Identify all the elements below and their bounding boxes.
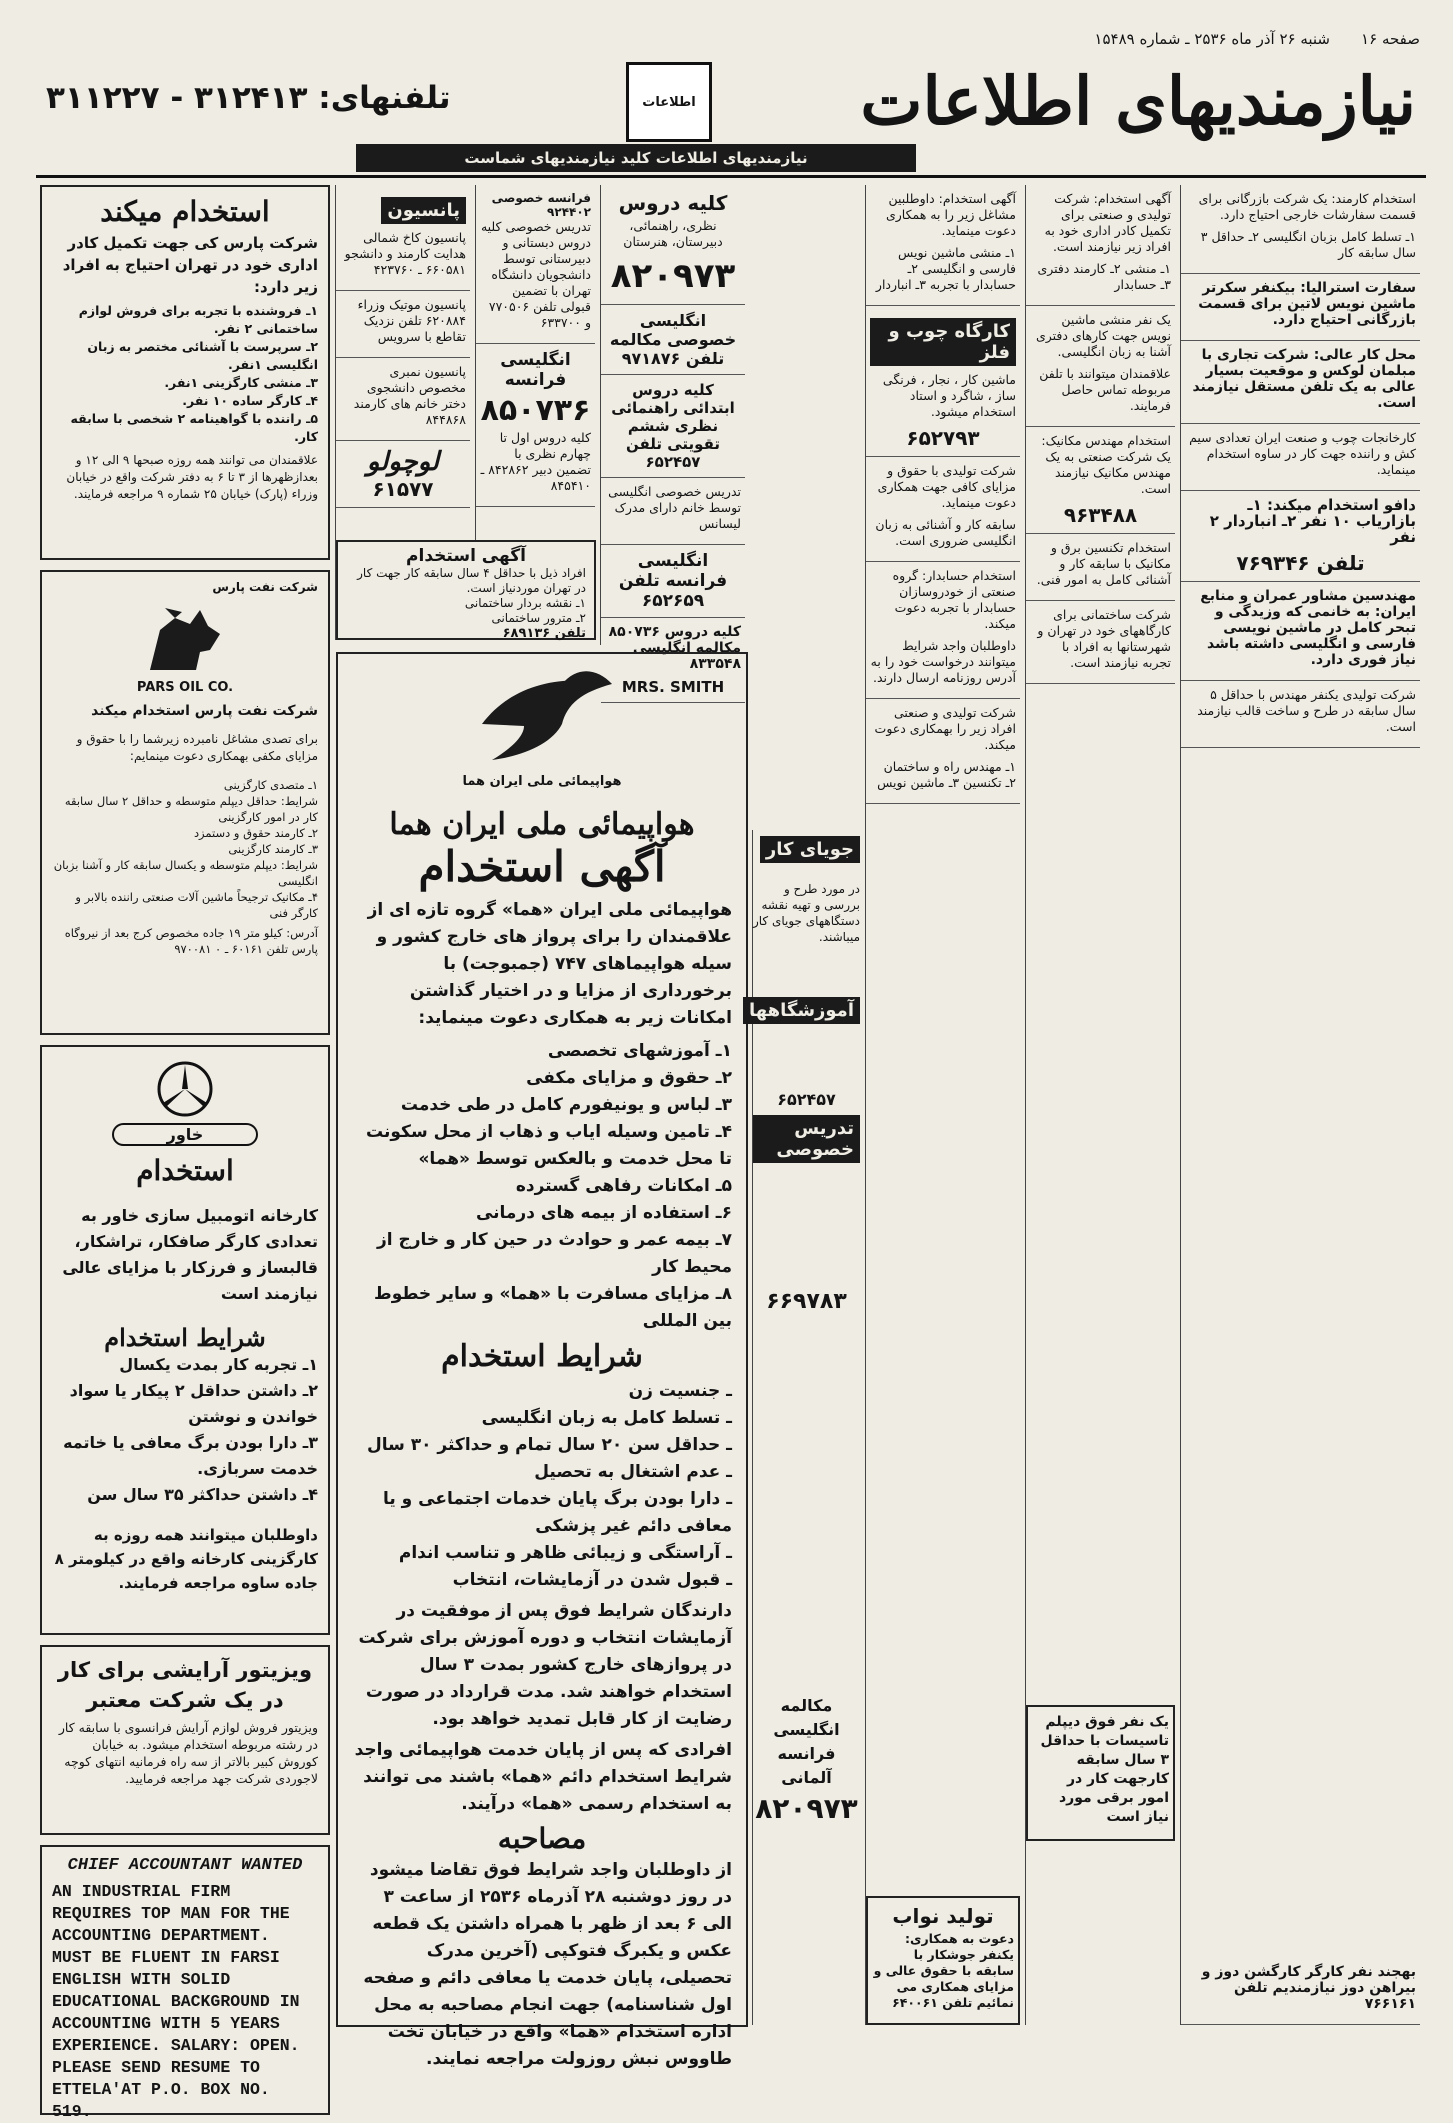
ad-head: انگلیسی فرانسه bbox=[500, 350, 571, 390]
phone-numbers: تلفنهای: ۳۱۲۴۱۳ - ۳۱۱۲۲۷ bbox=[46, 80, 451, 116]
ad-text: آگهی استخدام: داوطلبین مشاغل زیر را به همکاری دعوت مینماید. bbox=[885, 191, 1016, 238]
tutoring-ad bbox=[601, 185, 745, 305]
section-header-workshop: کارگاه چوب و فلز bbox=[870, 318, 1016, 366]
khavar-logo-text: خاور bbox=[112, 1123, 258, 1146]
homa-interview: از داوطلبان واجد شرایط فوق تقاضا میشود در روز دوشنبه ۲۸ آذرماه ۲۵۳۶ از ساعت ۳ الی ۶ بعد از ظهر با همراه داشتن یک قطعه عکس و یکبرگ فتوکپی (آخرین مدرک تحصیلی، پایان خدمت یا معافی دائم و صفحه اول شناسنامه) جهت انجام مصاحبه به محل اداره استخدام «هما» واقع در خیابان تخت طاووس نبش روزولت مراجعه نمایند. bbox=[363, 1860, 732, 2069]
homa-para1: دارندگان شرایط فوق پس از موفقیت در آزمایشات انتخاب و دوره آموزش برای شرکت در پروازهای خارج کشور بمدت ۳ سال استخدام خواهند شد. مدت قرارداد در صورت رضایت از کار قابل تمدید خواهد بود. bbox=[358, 1601, 732, 1729]
homa-condition: ـ عدم اشتغال به تحصیل bbox=[534, 1462, 732, 1482]
khavar-item: ۴ـ داشتن حداکثر ۳۵ سال سن bbox=[87, 1485, 318, 1504]
pars-recruit-intro: شرکت پارس کی جهت تکمیل کادر اداری خود در تهران احتیاج به افراد زیر دارد: bbox=[62, 234, 318, 296]
ad-text: انگلیسی خصوصی مکالمه تلفن ۹۷۱۸۷۶ bbox=[609, 311, 737, 368]
classified-ad bbox=[1181, 491, 1420, 582]
classified-ad bbox=[336, 185, 470, 291]
ad-text: کلیه دروس ابتدائی راهنمائی نظری ششم تقویتی تلفن ۶۵۲۴۵۷ bbox=[611, 381, 735, 471]
khavar-item: ۲ـ داشتن حداقل ۲ پیکار یا سواد خواندن و نوشتن bbox=[69, 1381, 318, 1426]
ad-text: تدریس خصوصی کلیه دروس دبستانی و دبیرستانی توسط دانشجویان دانشگاه تهران با تضمین قبولی تلفن ۷۷۰۵۰۶ و ۶۳۳۷۰۰ bbox=[480, 219, 591, 330]
phone-number: ۸۲۰۹۷۳ bbox=[755, 1792, 858, 1825]
ad-text: یک نفر منشی ماشین نویس جهت کارهای دفتری آشنا به زبان انگلیسی. bbox=[1035, 312, 1171, 359]
phone-number: ۶۵۲۷۹۳ bbox=[906, 426, 980, 450]
pars-oil-item: ۳ـ کارمند کارگزینی bbox=[228, 842, 318, 856]
visitor-title: ویزیتور آرایشی برای کار در یک شرکت معتبر bbox=[57, 1658, 313, 1712]
lochelo-name: لوچولو bbox=[366, 447, 440, 477]
pars-recruit-ad bbox=[40, 185, 330, 560]
classified-ad bbox=[601, 375, 745, 478]
ad-text: نظری، راهنمائی، دبیرستان، هنرستان bbox=[623, 218, 723, 249]
ad-text: کلیه دروس اول تا چهارم نظری با تضمین دبیر ۸۴۲۸۶۲ ـ ۸۴۵۴۱۰ bbox=[480, 430, 591, 493]
ad-text: دافو استخدام میکند: ۱ـ بازاریاب ۱۰ نفر ۲ـ انباردار ۲ نفر bbox=[1209, 496, 1416, 546]
chief-accountant-title: CHIEF ACCOUNTANT WANTED bbox=[67, 1856, 303, 1875]
ad-text: پانسیون موتیک وزراء ۶۲۰۸۸۴ تلفن نزدیک تقاطع با سرویس bbox=[357, 297, 466, 344]
pars-oil-item: ۲ـ کارمند حقوق و دستمزد bbox=[193, 826, 318, 840]
masthead bbox=[36, 58, 1426, 178]
ad-text: پانسیون نمبری مخصوص دانشجوی دختر خانم های کارمند ۸۴۴۸۶۸ bbox=[353, 364, 466, 427]
pars-oil-intro: برای تصدی مشاغل نامبرده زیرشما را با حقوق و مزایای مکفی بهمکاری دعوت مینمایم: bbox=[76, 732, 318, 763]
homa-benefit: ۲ـ حقوق و مزایای مکفی bbox=[526, 1068, 732, 1088]
homa-cond-title: شرایط استخدام bbox=[441, 1339, 643, 1374]
classified-ad bbox=[601, 305, 745, 375]
lochelo-ad bbox=[336, 441, 470, 508]
classified-ad: استخدام تکنسین برق و مکانیک با سابقه کار و آشنائی کامل به امور فنی. bbox=[1026, 534, 1175, 601]
phone-number: ۶۶۹۷۸۳ bbox=[766, 1289, 847, 1314]
column-6 bbox=[1025, 185, 1175, 2025]
ad-text: دعوت به همکاری: یکنفر جوشکار با سابقه با حقوق عالی و مزایای همکاری می نمائیم تلفن ۶۴۰۰۶۱ bbox=[873, 1931, 1014, 2010]
classified-ad: استخدام کارمند: یک شرکت بازرگانی برای قسمت سفارشات خارجی احتیاج دارد. ۱ـ تسلط کامل بزبان انگلیسی ۲ـ حداقل ۳ سال سابقه کار bbox=[1181, 185, 1420, 274]
recruit-box bbox=[336, 540, 596, 640]
classified-ad bbox=[336, 358, 470, 441]
big-phone: ۸۲۰۹۷۳ bbox=[610, 256, 736, 296]
homa-condition: ـ جنسیت زن bbox=[628, 1381, 732, 1401]
classified-ad: استخدام حسابدار: گروه صنعتی از خودروسازان حسابدار با تجربه دعوت میکند. داوطلبان واجد شرایط میتوانند درخواست خود را به آدرس روزنامه ارسال دارند. bbox=[866, 562, 1020, 699]
homa-condition: ـ دارا بودن برگ پایان خدمات اجتماعی و یا معافی دائم غیر پزشکی bbox=[382, 1489, 732, 1536]
khavar-footer: داوطلبان میتوانند همه روزه به کارگزینی کارخانه واقع در کیلومتر ۸ جاده ساوه مراجعه فرمایند. bbox=[54, 1526, 318, 1592]
recruit-box-item: ۱ـ نقشه بردار ساختمانی bbox=[464, 596, 586, 610]
homa-subtitle: آگهی استخدام bbox=[418, 842, 666, 891]
mrs-smith: MRS. SMITH bbox=[621, 678, 725, 696]
ad-text: کلیه دروس ۸۵۰۷۳۶ مکالمه انگلیسی ۸۳۳۵۴۸ bbox=[608, 624, 741, 672]
ad-text: استخدام کارمند: یک شرکت بازرگانی برای قسمت سفارشات خارجی احتیاج دارد. bbox=[1198, 191, 1416, 222]
ad-text: محل کار عالی: شرکت تجاری با مبلمان لوکس و موقعیت بسیار عالی به یک تلفن مستقل نیازمند است. bbox=[1192, 347, 1416, 411]
pars-oil-caption: PARS OIL CO. bbox=[136, 680, 234, 695]
section-header-pension: پانسیون bbox=[381, 197, 466, 224]
homa-benefit: ۵ـ امکانات رفاهی گسترده bbox=[515, 1176, 732, 1196]
pars-recruit-title: استخدام میکند bbox=[100, 195, 270, 228]
visitor-ad bbox=[40, 1645, 330, 1835]
ad-head: تولید نواب bbox=[892, 1904, 994, 1928]
ad-text: یک نفر فوق دیپلم تاسیسات با حداقل ۳ سال سابقه کارجهت کار در امور برقی مورد نیاز است bbox=[1040, 1714, 1169, 1825]
homa-condition: ـ تسلط کامل به زبان انگلیسی bbox=[481, 1408, 732, 1428]
ad-text: مهندسین مشاور عمران و منابع ایران: به خانمی که وزیدگی و تبحر کامل در ماشین نویسی فارسی و انگلیسی داشته باشد نیاز فوری دارد. bbox=[1200, 588, 1416, 668]
classified-ad bbox=[1026, 1705, 1175, 1841]
homa-airline-ad bbox=[336, 652, 748, 2069]
classified-ad bbox=[1181, 582, 1420, 681]
classified-ad: شرکت تولیدی با حقوق و مزایای کافی جهت همکاری دعوت مینماید. سابقه کار و آشنائی به زبان انگلیسی ضروری است. bbox=[866, 457, 1020, 562]
homa-condition: ـ حداقل سن ۲۰ سال تمام و حداکثر ۳۰ سال bbox=[366, 1435, 732, 1455]
homa-benefit: ۶ـ استفاده از بیمه های درمانی bbox=[475, 1203, 732, 1223]
left-column bbox=[40, 185, 330, 2121]
homa-benefit: ۷ـ بیمه عمر و حوادث در حین کار و خارج از محیط کار bbox=[376, 1230, 732, 1277]
ad-text: استخدام مهندس مکانیک: یک شرکت صنعتی به یک مهندس مکانیک نیازمند است. bbox=[1041, 433, 1171, 496]
ad-text: انگلیسی فرانسه تلفن ۶۵۲۶۵۹ bbox=[618, 551, 728, 611]
phone-number: ۹۶۳۴۸۸ bbox=[1063, 503, 1138, 527]
chief-accountant-body: AN INDUSTRIAL FIRM REQUIRES TOP MAN FOR THE ACCOUNTING DEPARTMENT. MUST BE FLUENT IN FARSI ENGLISH WITH SOLID EDUCATIONAL BACKGROUND IN ACCOUNTING WITH 5 YEARS EXPERIENCE. SALARY: OPEN. PLEASE SEND RESUME TO ETTELA'AT P.O. BOX NO. 519. bbox=[52, 1882, 300, 2121]
khavar-intro: کارخانه اتومبیل سازی خاور به تعدادی کارگر صافکار، تراشکار، قالبساز و فرزکار با مزایای عالی نیازمند است bbox=[62, 1206, 318, 1303]
big-phone: ۸۵۰۷۳۶ bbox=[480, 393, 591, 428]
pars-item: ۴ـ کارگر ساده ۱۰ نفر. bbox=[182, 393, 318, 408]
classified-ad: شرکت تولیدی یکنفر مهندس با حداقل ۵ سال سابقه در طرح و ساخت قالب نیازمند است. bbox=[1181, 681, 1420, 748]
ad-head: کلیه دروس bbox=[618, 191, 728, 215]
lochelo-phone: ۶۱۵۷۷ bbox=[372, 477, 434, 501]
recruit-box-title: آگهی استخدام bbox=[406, 546, 526, 566]
classified-ad bbox=[476, 185, 595, 344]
pars-oil-footer: آدرس: کیلو متر ۱۹ جاده مخصوص کرج بعد از نیروگاه پارس تلفن ۶۰۱۶۱ ـ ۰ ۹۷۰۰۸۱ bbox=[64, 926, 318, 956]
homa-condition: ـ قبول شدن در آزمایشات، انتخاب bbox=[452, 1570, 732, 1590]
pars-oil-item: ۱ـ متصدی کارگزینی bbox=[223, 778, 318, 792]
pars-item: ۲ـ سرپرست با آشنائی مختصر به زبان انگلیسی ۱نفر. bbox=[87, 339, 318, 372]
homa-benefit: ۴ـ تامین وسیله ایاب و ذهاب از محل سکونت تا محل خدمت و بالعکس توسط «هما» bbox=[366, 1122, 732, 1169]
homa-condition: ـ آراستگی و زیبائی ظاهر و تناسب اندام bbox=[398, 1543, 732, 1563]
classified-ad: شرکت تولیدی و صنعتی افراد زیر را بهمکاری دعوت میکند. ۱ـ مهندس راه و ساختمان ۲ـ تکنسین ۳ـ ماشین نویس bbox=[866, 699, 1020, 804]
khavar-ad bbox=[40, 1045, 330, 1635]
pars-item: ۵ـ راننده با گواهینامه ۲ شخصی با سابقه کار. bbox=[70, 411, 318, 444]
logo-text: اطلاعات bbox=[642, 94, 696, 110]
column-4-lower: جویای کار در مورد طرح و بررسی و تهیه نقشه دستگاههای جویای کار میباشند. آموزشگاهها ۶۵۲۴۵۷ تدریس خصوصی ۶۶۹۷۸۳ مکالمه انگلیسی فرانسه آلمانی ۸۲۰۹۷۳ bbox=[752, 830, 860, 2025]
classified-ad bbox=[601, 478, 745, 545]
section-header-private-lessons: تدریس خصوصی bbox=[753, 1115, 860, 1163]
ad-head: فرانسه خصوصی ۹۲۴۴۰۲ bbox=[491, 191, 591, 219]
final-ad-text: مکالمه انگلیسی فرانسه آلمانی bbox=[773, 1696, 840, 1787]
pars-item: ۳ـ منشی کارگزینی ۱نفر. bbox=[164, 375, 318, 390]
classified-ad: شرکت ساختمانی برای کارگاههای خود در تهران و شهرستانها به افراد با تجربه نیازمند است. bbox=[1026, 601, 1175, 684]
khavar-item: ۱ـ تجربه کار بمدت یکسال bbox=[119, 1355, 318, 1374]
recruit-box-body: افراد ذیل با حداقل ۴ سال سابقه کار جهت کار در تهران موردنیاز است. bbox=[357, 566, 586, 595]
tolid-nawab-ad bbox=[866, 1896, 1020, 2025]
pars-oil-item: شرایط: حداقل دیپلم متوسطه و حداقل ۲ سال سابقه کار در امور کارگزینی bbox=[64, 794, 318, 824]
recruit-box-phone: تلفن ۶۸۹۱۳۶ bbox=[502, 626, 586, 641]
ad-text: استخدام حسابدار: گروه صنعتی از خودروسازان حسابدار با تجربه دعوت میکند. bbox=[892, 568, 1016, 631]
classified-ad: کارگاه چوب و فلز ماشین کار ، نجار ، فرنگی ساز ، شاگرد و استاد استخدام میشود. ۶۵۲۷۹۳ bbox=[866, 306, 1020, 457]
french-english-ad bbox=[476, 344, 595, 507]
chief-accountant-ad bbox=[40, 1845, 330, 2121]
phone-number: ۶۵۲۴۵۷ bbox=[777, 1090, 836, 1109]
pars-oil-griffin-icon bbox=[130, 600, 240, 680]
page-title: نیازمندیهای اطلاعات bbox=[860, 62, 1416, 140]
homa-title: هواپیمائی ملی ایران هما bbox=[389, 807, 695, 842]
classified-ad bbox=[1181, 341, 1420, 424]
column-5 bbox=[865, 185, 1020, 2025]
pars-oil-ad bbox=[40, 570, 330, 1035]
classified-ad: آگهی استخدام: شرکت تولیدی و صنعتی برای تکمیل کادر اداری خود به افراد زیر نیازمند است. ۱ـ منشی ۲ـ کارمند دفتری ۳ـ حسابدار bbox=[1026, 185, 1175, 306]
pars-recruit-footer: علاقمندان می توانند همه روزه صبحها ۹ الی ۱۲ و بعدازظهرها از ۳ تا ۶ به دفتر شرکت واقع در خیابان وزراء (پارک) خیابان ۲۵ شماره ۹ مراجعه فرمایند. bbox=[66, 453, 318, 501]
pars-item: ۱ـ فروشنده با تجربه برای فروش لوازم ساختمانی ۲ نفر. bbox=[78, 303, 318, 336]
classified-ad bbox=[1181, 274, 1420, 341]
khavar-item: ۳ـ دارا بودن برگ معافی یا خاتمه خدمت سربازی. bbox=[63, 1433, 318, 1478]
homa-benefit: ۱ـ آموزشهای تخصصی bbox=[547, 1041, 732, 1061]
recruit-box-item: ۲ـ مترور ساختمانی bbox=[491, 611, 586, 625]
classified-ad: یک نفر منشی ماشین نویس جهت کارهای دفتری آشنا به زبان انگلیسی. علاقمندان میتوانند با تلفن مربوطه تماس حاصل فرمایند. bbox=[1026, 306, 1175, 427]
ad-text: شرکت تولیدی با حقوق و مزایای کافی جهت همکاری دعوت مینماید. bbox=[877, 463, 1016, 510]
section-header-jobseekers: جویای کار bbox=[760, 836, 860, 863]
classified-ad bbox=[1181, 1958, 1420, 2025]
ad-text: آگهی استخدام: شرکت تولیدی و صنعتی برای تکمیل کادر اداری خود به افراد زیر نیازمند است. bbox=[1044, 191, 1171, 254]
khavar-title: استخدام bbox=[136, 1154, 234, 1187]
homa-bird-icon bbox=[452, 664, 632, 774]
masthead-subtitle: نیازمندیهای اطلاعات کلید نیازمندیهای شماست bbox=[356, 144, 916, 172]
classified-ad: کارخانجات چوب و صنعت ایران تعدادی سیم کش و راننده جهت کار در ساوه استخدام مینماید. bbox=[1181, 424, 1420, 491]
khavar-cond-title: شرایط استخدام bbox=[104, 1323, 266, 1352]
section-header-schools: آموزشگاهها bbox=[743, 997, 860, 1024]
pars-oil-item: شرایط: دیپلم متوسطه و یکسال سابقه کار و آشنا بزبان انگلیسی bbox=[53, 858, 318, 888]
classified-ad: آگهی استخدام: داوطلبین مشاغل زیر را به همکاری دعوت مینماید. ۱ـ منشی ماشین نویس فارسی و انگلیسی ۲ـ حسابدار با تجربه ۳ـ انباردار bbox=[866, 185, 1020, 306]
homa-para2: افرادی که پس از پایان خدمت هواپیمائی واجد شرایط استخدام دائم «هما» باشند می توانند به استخدام رسمی «هما» درآیند. bbox=[354, 1740, 732, 1814]
homa-benefit: ۸ـ مزایای مسافرت با «هما» و سایر خطوط بین المللی bbox=[374, 1284, 732, 1331]
page-number: صفحه ۱۶ bbox=[1361, 30, 1420, 48]
ettelaat-logo bbox=[626, 62, 712, 142]
issue-date: شنبه ۲۶ آذر ماه ۲۵۳۶ ـ شماره ۱۵۴۸۹ bbox=[1094, 30, 1330, 48]
phone-number: تلفن ۷۶۹۳۴۶ bbox=[1236, 551, 1365, 575]
homa-logo-text: هواپیمائی ملی ایران هما bbox=[462, 774, 622, 789]
visitor-body: ویزیتور فروش لوازم آرایش فرانسوی با سابقه کار در رشته مربوطه استخدام میشود. به خیابان کوروش کبیر بالاتر از سه راه فرمانیه انتهای کوچه لاجوردی شرکت جهد مراجعه فرمایید. bbox=[58, 1720, 318, 1786]
homa-interview-title: مصاحبه bbox=[497, 1822, 587, 1855]
mercedes-star-icon bbox=[155, 1059, 215, 1119]
homa-intro: هواپیمائی ملی ایران «هما» گروه تازه ای از علاقمندان را برای پرواز های خارج کشور و سیله هواپیماهای ۷۴۷ (جمبوجت) با برخورداری از مزایا و در اختیار گذاشتن امکانات زیر به همکاری دعوت مینماید: bbox=[367, 900, 732, 1028]
top-date-line bbox=[40, 30, 1420, 52]
column-4 bbox=[600, 185, 745, 696]
column-7 bbox=[1180, 185, 1420, 2025]
ad-text: بهجند نفر کارگر کارگشن دوز و بیراهن دوز نیازمندیم تلفن ۷۶۶۱۶۱ bbox=[1201, 1964, 1416, 2012]
pars-oil-title: شرکت نفت پارس استخدام میکند bbox=[91, 703, 318, 719]
pars-oil-logo-top: شرکت نفت پارس bbox=[212, 580, 318, 594]
classified-ad bbox=[1026, 427, 1175, 534]
classified-ad bbox=[601, 545, 745, 618]
ad-text: سفارت استرالیا: بیکنفر سکرتر ماشین نویس لاتین برای قسمت بازرگانی احتیاج دارد. bbox=[1198, 280, 1416, 328]
ad-text: شرکت تولیدی و صنعتی افراد زیر را بهمکاری دعوت میکند. bbox=[874, 705, 1016, 752]
ad-text: تدریس خصوصی انگلیسی توسط خانم دارای مدرک لیسانس bbox=[608, 484, 741, 531]
homa-benefit: ۳ـ لباس و یونیفورم کامل در طی خدمت bbox=[400, 1095, 732, 1115]
ad-text: پانسیون کاخ شمالی هدایت کارمند و دانشجو ۶۶۰۵۸۱ ـ ۴۲۳۷۶۰ bbox=[344, 230, 466, 277]
pars-oil-item: ۴ـ مکانیک ترجیحاً ماشین آلات صنعتی راننده بالابر و کارگر فنی bbox=[75, 890, 318, 920]
classified-ad bbox=[336, 291, 470, 358]
